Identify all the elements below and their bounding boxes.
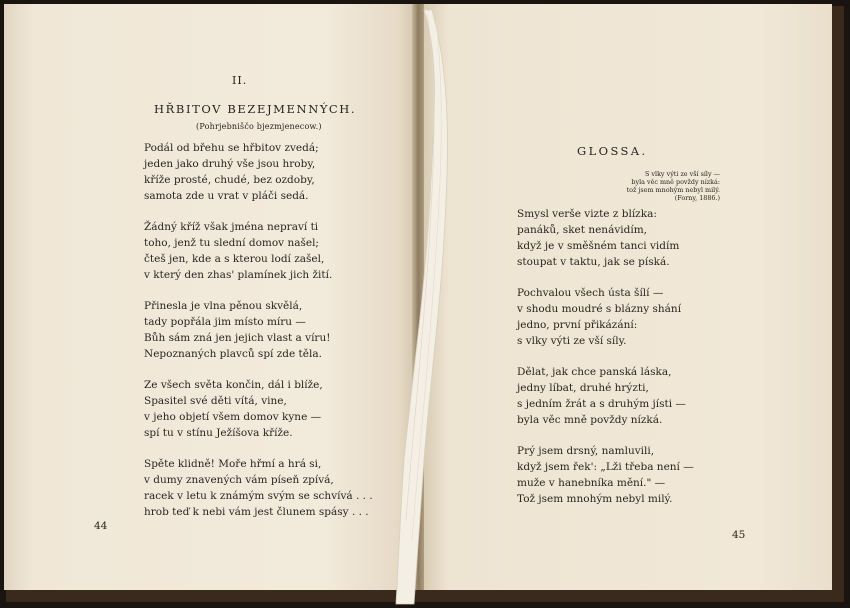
epigraph — [620, 170, 720, 202]
stanza — [517, 443, 694, 507]
verse-line: v shodu moudré s blázny shání — [517, 303, 682, 315]
verse-line: muže v hanebníka mění." — — [517, 477, 666, 489]
verse-line: Dělat, jak chce panská láska, — [517, 366, 672, 378]
verse-line: kříže prosté, chudé, bez ozdoby, — [144, 174, 315, 186]
stanza — [517, 285, 694, 349]
verse-line: jedny líbat, druhé hrýzti, — [517, 382, 649, 394]
verse-line: s jedním žrát a s druhým jísti — — [517, 398, 686, 410]
left-page — [4, 4, 416, 590]
verse-line: v dumy znavených vám píseň zpívá, — [144, 474, 334, 486]
epigraph-line: byla věc mně povždy nízká: — [631, 178, 720, 186]
stanza — [144, 377, 373, 441]
verse-line: jedno, první přikázání: — [517, 319, 638, 331]
verse-line: Spasitel své děti vítá, vine, — [144, 395, 287, 407]
poem-body — [517, 206, 694, 522]
verse-line: Bůh sám zná jen jejich vlast a víru! — [144, 332, 331, 344]
verse-line: Prý jsem drsný, namluvili, — [517, 445, 655, 457]
poem-body — [144, 140, 373, 535]
page-number: 45 — [732, 529, 746, 541]
stanza — [144, 140, 373, 204]
verse-line: hrob teď k nebi vám jest člunem spásy . . . — [144, 506, 369, 518]
verse-line: Pochvalou všech ústa šílí — — [517, 287, 664, 299]
verse-line: byla věc mně povždy nízká. — [517, 414, 663, 426]
verse-line: když je v směšném tanci vidím — [517, 240, 680, 252]
verse-line: Ze všech světa končin, dál i blíže, — [144, 379, 323, 391]
verse-line: Nepoznaných plavců spí zde těla. — [144, 348, 322, 360]
verse-line: Přinesla je vlna pěnou skvělá, — [144, 300, 303, 312]
stanza — [517, 364, 694, 428]
epigraph-line: (Forny, 1886.) — [674, 194, 720, 202]
verse-line: v jeho objetí všem domov kyne — — [144, 411, 322, 423]
verse-line: když jsem řek': „Lži třeba není — — [517, 461, 694, 473]
page-number: 44 — [94, 520, 108, 532]
verse-line: samota zde u vrat v pláči sedá. — [144, 190, 309, 202]
verse-line: toho, jenž tu slední domov našel; — [144, 237, 319, 249]
poem-subtitle: (Pohrjebniščo bjezmjenecow.) — [196, 122, 322, 131]
verse-line: panáků, sket nenávidím, — [517, 224, 647, 236]
stanza — [144, 219, 373, 283]
verse-line: Podál od břehu se hřbitov zvedá; — [144, 142, 319, 154]
verse-line: s vlky výti ze vší síly. — [517, 335, 627, 347]
right-page — [424, 4, 832, 590]
verse-line: tady popřála jim místo míru — — [144, 316, 306, 328]
verse-line: Žádný kříž však jména nepraví ti — [144, 221, 319, 233]
poem-title: HŘBITOV BEZEJMENNÝCH. — [154, 102, 357, 116]
stanza — [144, 298, 373, 362]
verse-line: jeden jako druhý vše jsou hroby, — [144, 158, 316, 170]
epigraph-line: S vlky výti ze vší síly — — [645, 170, 720, 178]
verse-line: Smysl verše vizte z blízka: — [517, 208, 657, 220]
verse-line: stoupat v taktu, jak se píská. — [517, 256, 670, 268]
poem-title: GLOSSA. — [577, 144, 648, 158]
verse-line: Tož jsem mnohým nebyl milý. — [517, 493, 673, 505]
stanza — [517, 206, 694, 270]
verse-line: Spěte klidně! Moře hřmí a hrá si, — [144, 458, 322, 470]
epigraph-line: tož jsem mnohým nebyl milý. — [626, 186, 720, 194]
verse-line: v který den zhas' plamínek jich žití. — [144, 269, 333, 281]
verse-line: čteš jen, kde a s kterou lodí zašel, — [144, 253, 325, 265]
section-numeral: II. — [232, 74, 248, 87]
stanza — [144, 456, 373, 520]
verse-line: racek v letu k známým svým se schvívá . . . — [144, 490, 373, 502]
verse-line: spí tu v stínu Ježíšova kříže. — [144, 427, 293, 439]
